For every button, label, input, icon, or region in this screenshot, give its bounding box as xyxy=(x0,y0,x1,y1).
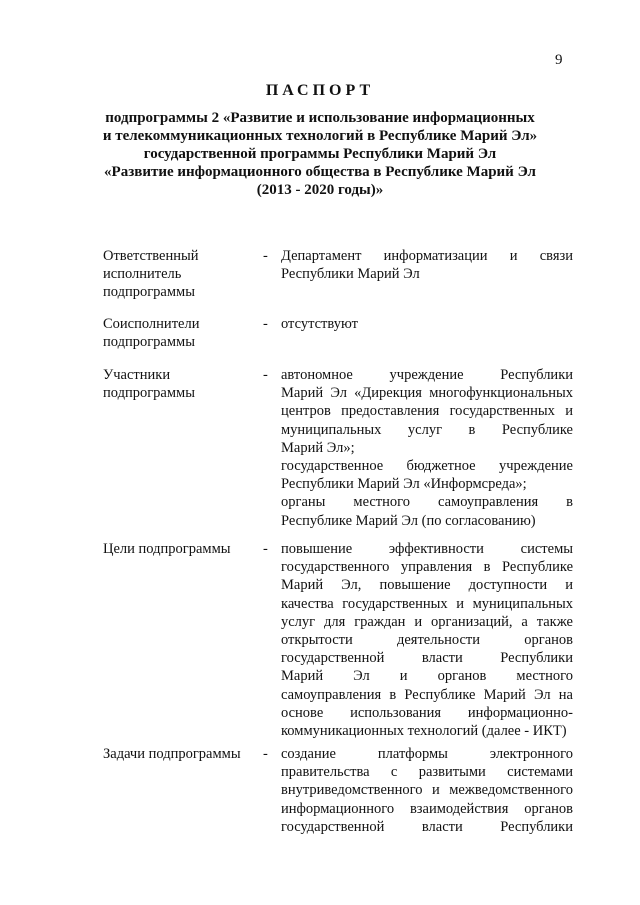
subtitle-line: подпрограммы 2 «Развитие и использование информационных xyxy=(105,110,535,126)
value-line: Марий Эл «Дирекция многофункциональных xyxy=(281,385,573,402)
row-label xyxy=(103,540,263,558)
value-line: внутриведомственного и межведомственного xyxy=(281,782,573,799)
label-line: Соисполнители xyxy=(103,316,200,332)
value-line: отсутствуют xyxy=(281,316,358,332)
label-line: Ответственный xyxy=(103,248,199,264)
row-dash: - xyxy=(263,316,268,332)
value-line: муниципальных услуг в Республике xyxy=(281,421,573,438)
page-number: 9 xyxy=(555,52,563,68)
value-line: услуг для граждан и организаций, а также xyxy=(281,613,573,630)
value-line: открытости деятельности органов xyxy=(281,632,573,649)
row-label xyxy=(103,745,263,763)
label-line: Участники xyxy=(103,367,171,383)
value-line: самоуправления в Республике Марий Эл на xyxy=(281,686,573,703)
row-value xyxy=(281,745,573,836)
value-line: Республики Марий Эл xyxy=(281,266,420,283)
row-dash: - xyxy=(263,248,268,264)
row-label xyxy=(103,247,263,301)
label-line: Цели подпрограммы xyxy=(103,541,231,557)
value-line: информационного взаимодействия органов xyxy=(281,800,573,817)
value-line: правительства с развитыми системами xyxy=(281,764,573,781)
label-line: подпрограммы xyxy=(103,385,195,401)
value-line: государственное бюджетное учреждение xyxy=(281,458,573,475)
value-line: Марий Эл»; xyxy=(281,439,355,456)
row-value xyxy=(281,540,573,740)
subtitle-line: «Развитие информационного общества в Республике Марий Эл xyxy=(104,164,536,180)
row-value xyxy=(281,247,573,283)
value-line: центров предоставления государственных и xyxy=(281,403,573,420)
label-line: исполнитель xyxy=(103,266,182,282)
row-value xyxy=(281,366,573,530)
row-dash: - xyxy=(263,541,268,557)
value-line: Департамент информатизации и связи xyxy=(281,248,573,264)
value-line: повышение эффективности системы xyxy=(281,541,573,557)
subtitle-line: государственной программы Республики Марий Эл xyxy=(143,146,497,162)
row-dash: - xyxy=(263,367,268,383)
label-line: подпрограммы xyxy=(103,334,195,350)
value-line: государственного управления в Республике xyxy=(281,559,573,576)
label-line: подпрограммы xyxy=(103,284,195,300)
value-line: основе использования информационно- xyxy=(281,704,573,721)
label-line: Задачи подпрограммы xyxy=(103,746,241,762)
value-line: коммуникационных технологий (далее - ИКТ) xyxy=(281,723,567,740)
document-subtitle xyxy=(80,109,560,199)
value-line: Республике Марий Эл (по согласованию) xyxy=(281,512,536,529)
document-title: ПАСПОРТ xyxy=(265,82,375,99)
subtitle-line: (2013 - 2020 годы)» xyxy=(256,182,384,198)
value-line: органы местного самоуправления в xyxy=(281,494,573,511)
value-line: качества государственных и муниципальных xyxy=(281,595,573,612)
row-value xyxy=(281,315,573,333)
row-label xyxy=(103,366,263,402)
subtitle-line: и телекоммуникационных технологий в Республике Марий Эл» xyxy=(102,128,538,144)
value-line: государственной власти Республики xyxy=(281,650,573,667)
value-line: создание платформы электронного xyxy=(281,746,573,762)
value-line: государственной власти Республики xyxy=(281,818,573,835)
value-line: автономное учреждение Республики xyxy=(281,367,573,383)
value-line: Республики Марий Эл «Информсреда»; xyxy=(281,476,527,493)
value-line: Марий Эл, повышение доступности и xyxy=(281,577,573,594)
row-label xyxy=(103,315,263,351)
value-line: Марий Эл и органов местного xyxy=(281,668,573,685)
row-dash: - xyxy=(263,746,268,762)
